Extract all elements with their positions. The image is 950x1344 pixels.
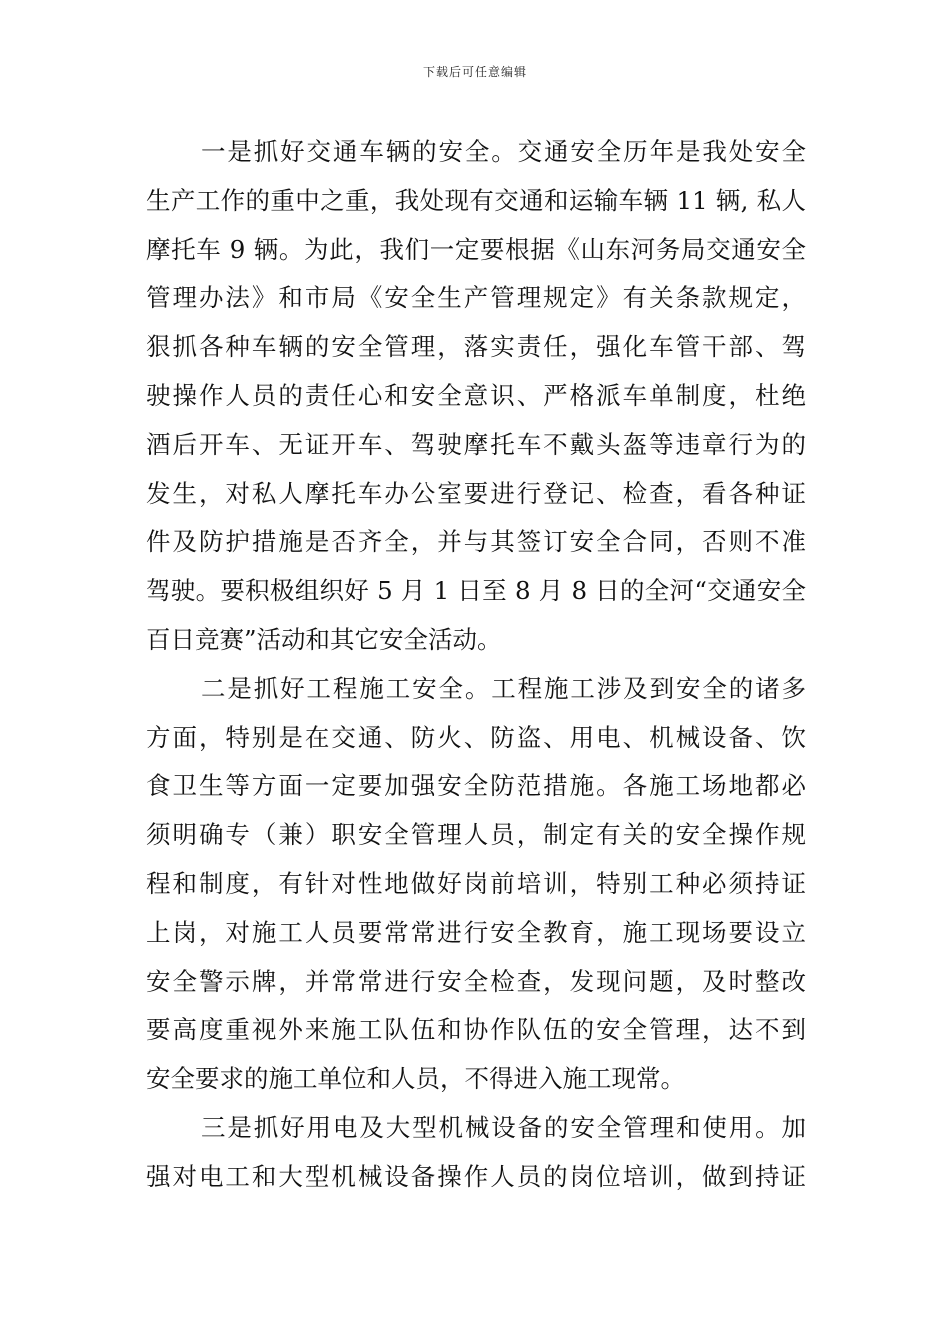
text-line: 一是抓好交通车辆的安全。交通安全历年是我处安全 (201, 137, 806, 166)
text-line: 摩托车 9 辆。为此，我们一定要根据《山东河务局交通安全 (146, 234, 806, 264)
text-line: 方面，特别是在交通、防火、防盗、用电、机械设备、饮 (146, 722, 806, 752)
text-line: 食卫生等方面一定要加强安全防范措施。各施工场地都必 (146, 771, 806, 801)
text-line: 狠抓各种车辆的安全管理，落实责任，强化车管干部、驾 (146, 332, 806, 362)
text-line: 须明确专（兼）职安全管理人员，制定有关的安全操作规 (146, 820, 806, 850)
text-line: 发生，对私人摩托车办公室要进行登记、检查，看各种证 (146, 478, 806, 508)
text-line: 酒后开车、无证开车、驾驶摩托车不戴头盔等违章行为的 (146, 429, 806, 459)
paragraph-2 (146, 665, 806, 1104)
page-header: 下载后可任意编辑 (422, 65, 527, 79)
paragraph-3 (146, 1104, 806, 1202)
text-line: 生产工作的重中之重，我处现有交通和运输车辆 11 辆, 私人 (146, 185, 806, 215)
text-line: 要高度重视外来施工队伍和协作队伍的安全管理，达不到 (146, 1015, 806, 1045)
text-line: 上岗，对施工人员要常常进行安全教育，施工现场要设立 (146, 917, 806, 947)
text-line: 安全要求的施工单位和人员，不得进入施工现常。 (146, 1064, 685, 1094)
text-line: 强对电工和大型机械设备操作人员的岗位培训，做到持证 (146, 1161, 806, 1191)
text-line: 驶操作人员的责任心和安全意识、严格派车单制度，杜绝 (146, 380, 806, 410)
text-line: 驾驶。要积极组织好 5 月 1 日至 8 月 8 日的全河“交通安全 (146, 576, 806, 606)
paragraph-1 (146, 128, 806, 665)
text-line: 管理办法》和市局《安全生产管理规定》有关条款规定， (146, 283, 806, 313)
text-line: 二是抓好工程施工安全。工程施工涉及到安全的诸多 (201, 673, 806, 703)
text-line: 安全警示牌，并常常进行安全检查，发现问题，及时整改 (146, 966, 806, 996)
text-line: 件及防护措施是否齐全，并与其签订安全合同，否则不准 (146, 527, 806, 557)
document-body (146, 128, 806, 1202)
text-line: 程和制度，有针对性地做好岗前培训，特别工种必须持证 (146, 868, 806, 898)
text-line: 三是抓好用电及大型机械设备的安全管理和使用。加 (201, 1112, 806, 1142)
text-line: 百日竞赛”活动和其它安全活动。 (146, 624, 502, 654)
